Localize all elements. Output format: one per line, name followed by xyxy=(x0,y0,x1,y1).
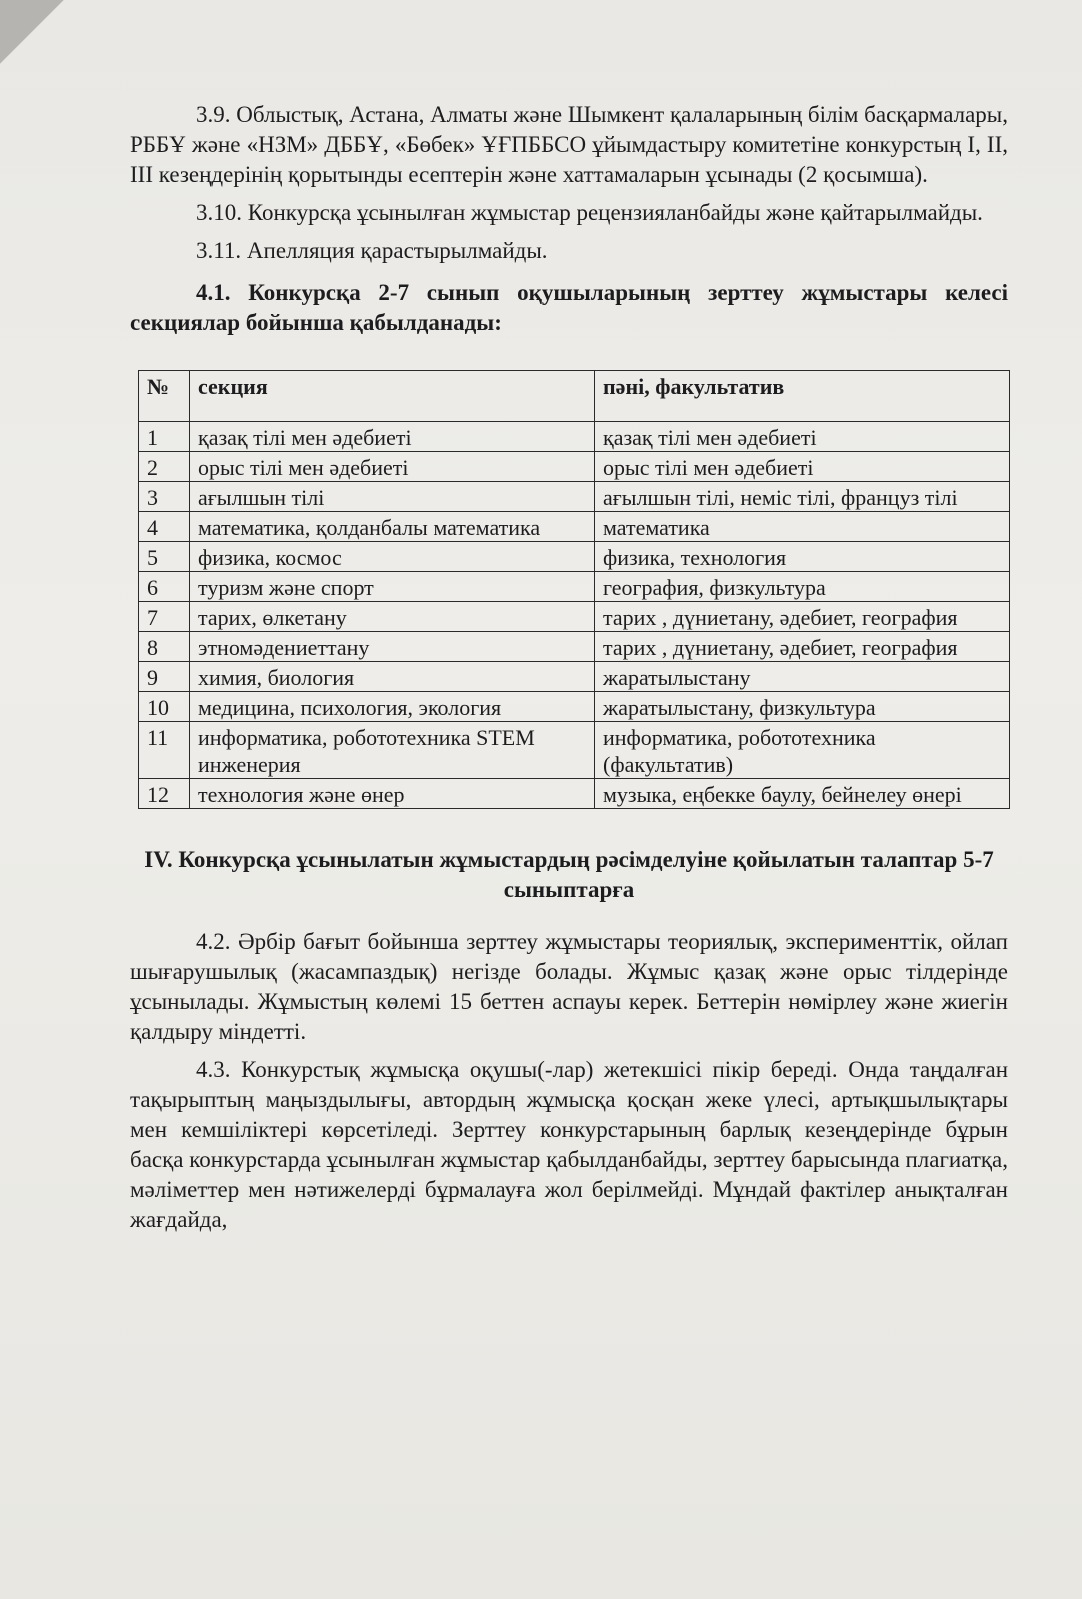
cell-section: этномәдениеттану xyxy=(190,632,595,662)
cell-section: химия, биология xyxy=(190,662,595,692)
cell-section: ағылшын тілі xyxy=(190,482,595,512)
cell-number: 8 xyxy=(139,632,190,662)
cell-number: 4 xyxy=(139,512,190,542)
table-row xyxy=(139,632,1010,662)
cell-subject: орыс тілі мен әдебиеті xyxy=(595,452,1010,482)
cell-number: 9 xyxy=(139,662,190,692)
table-row xyxy=(139,452,1010,482)
table-row xyxy=(139,722,1010,779)
cell-subject: музыка, еңбекке баулу, бейнелеу өнері xyxy=(595,779,1010,809)
cell-number: 5 xyxy=(139,542,190,572)
cell-section: информатика, робототехника STEM инженерия xyxy=(190,722,595,779)
cell-subject: жаратылыстану xyxy=(595,662,1010,692)
table-row xyxy=(139,572,1010,602)
header-number: № xyxy=(139,371,190,422)
cell-subject: ағылшын тілі, неміс тілі, француз тілі xyxy=(595,482,1010,512)
page-corner-shadow xyxy=(0,0,70,70)
cell-subject: физика, технология xyxy=(595,542,1010,572)
paragraph-4-2: 4.2. Әрбір бағыт бойынша зерттеу жұмыстары теориялық, эксперименттік, ойлап шығарушылық (жасампаздық) негізде болады. Жұмыс қазақ және орыс тілдерінде ұсынылады. Жұмыстың көлемі 15 беттен аспауы керек. Беттерін нөмірлеу және жиегін қалдыру міндетті. xyxy=(130,929,1008,1044)
paragraph-4-3: 4.3. Конкурстық жұмысқа оқушы(-лар) жетекшісі пікір береді. Онда таңдалған тақырыптың маңыздылығы, автордың жұмысқа қосқан жеке үлесі, артықшылықтары мен кемшіліктері көрсетіледі. Зерттеу конкурстарының барлық кезеңдерінде бұрын басқа конкурстарда ұсынылған жұмыстар қабылданбайды, зерттеу барысында плагиатқа, мәліметтер мен нәтижелерді бұрмалауға жол берілмейді. Мұндай фактілер анықталған жағдайда, xyxy=(130,1057,1008,1232)
table-row xyxy=(139,692,1010,722)
table-row xyxy=(139,422,1010,452)
cell-number: 3 xyxy=(139,482,190,512)
table-row xyxy=(139,482,1010,512)
header-subject: пәні, факультатив xyxy=(595,371,1010,422)
cell-subject: жаратылыстану, физкультура xyxy=(595,692,1010,722)
paragraph-3-9: 3.9. Облыстық, Астана, Алматы және Шымкент қалаларының білім басқармалары, РББҰ және «НЗМ» ДББҰ, «Бөбек» ҰҒПББСО ұйымдастыру комитетіне конкурстың I, II, III кезеңдерінің қорытынды есептерін және хаттамаларын ұсынады (2 қосымша). xyxy=(130,102,1009,187)
cell-number: 10 xyxy=(139,692,190,722)
cell-subject: география, физкультура xyxy=(595,572,1010,602)
sections-table xyxy=(138,370,1010,809)
table-row xyxy=(139,512,1010,542)
cell-section: қазақ тілі мен әдебиеті xyxy=(190,422,595,452)
table-header-row xyxy=(139,371,1010,422)
document-content xyxy=(130,100,1008,1243)
cell-subject: тарих , дүниетану, әдебиет, география xyxy=(595,602,1010,632)
table-row xyxy=(139,542,1010,572)
cell-number: 1 xyxy=(139,422,190,452)
cell-section: орыс тілі мен әдебиеті xyxy=(190,452,595,482)
paragraph-4-1: 4.1. Конкурсқа 2-7 сынып оқушыларының зерттеу жұмыстары келесі секциялар бойынша қабылданады: xyxy=(130,280,1008,335)
table-row xyxy=(139,602,1010,632)
cell-section: медицина, психология, экология xyxy=(190,692,595,722)
cell-number: 12 xyxy=(139,779,190,809)
cell-number: 11 xyxy=(139,722,190,779)
cell-number: 2 xyxy=(139,452,190,482)
table-body xyxy=(139,422,1010,809)
cell-section: туризм және спорт xyxy=(190,572,595,602)
cell-number: 7 xyxy=(139,602,190,632)
cell-subject: тарих , дүниетану, әдебиет, география xyxy=(595,632,1010,662)
table-row xyxy=(139,779,1010,809)
paragraph-3-11: 3.11. Апелляция қарастырылмайды. xyxy=(196,238,548,263)
section-heading-iv: IV. Конкурсқа ұсынылатын жұмыстардың рәсімделуіне қойылатын талаптар 5-7 сыныптарға xyxy=(144,847,994,902)
cell-section: математика, қолданбалы математика xyxy=(190,512,595,542)
cell-section: физика, космос xyxy=(190,542,595,572)
cell-section: технология және өнер xyxy=(190,779,595,809)
cell-section: тарих, өлкетану xyxy=(190,602,595,632)
cell-subject: информатика, робототехника (факультатив) xyxy=(595,722,1010,779)
cell-subject: математика xyxy=(595,512,1010,542)
table-row xyxy=(139,662,1010,692)
paragraph-3-10: 3.10. Конкурсқа ұсынылған жұмыстар рецензияланбайды және қайтарылмайды. xyxy=(196,200,983,225)
cell-number: 6 xyxy=(139,572,190,602)
cell-subject: қазақ тілі мен әдебиеті xyxy=(595,422,1010,452)
header-section: секция xyxy=(190,371,595,422)
